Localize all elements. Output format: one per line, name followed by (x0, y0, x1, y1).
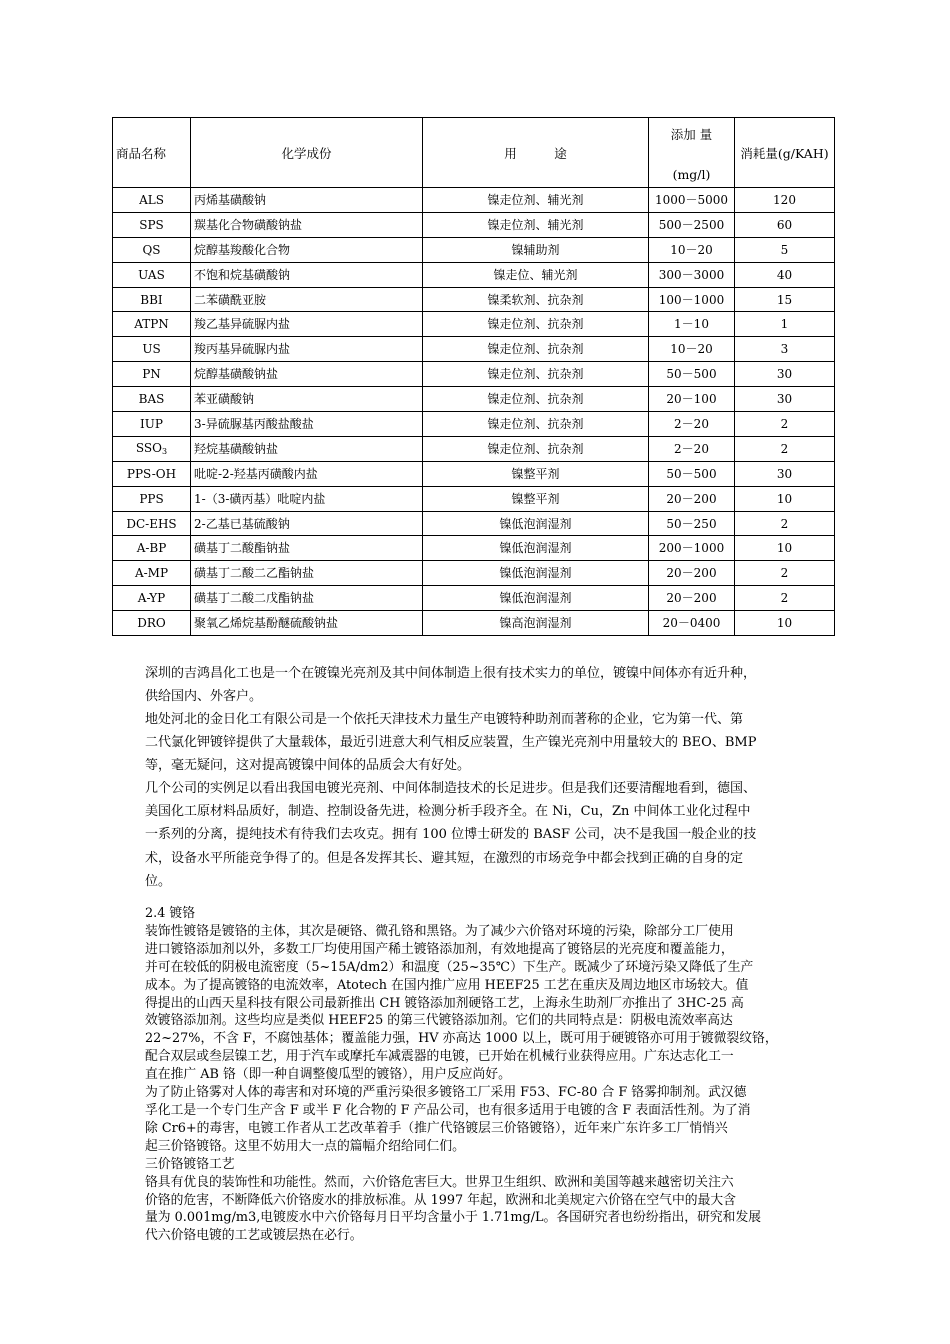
table-row (113, 536, 835, 561)
table-row (113, 461, 835, 486)
cell-amount: 300－3000 (649, 262, 735, 287)
table-row (113, 312, 835, 337)
cell-amount: 2－20 (649, 412, 735, 437)
text-line: 深圳的吉鸿昌化工也是一个在镀镍光亮剂及其中间体制造上很有技术实力的单位，镀镍中间体亦有近升种， (145, 666, 757, 681)
text-line: 并可在较低的阴极电流密度（5~15A/dm2）和温度（25~35℃）下生产。既减少了环境污染又降低了生产 (145, 959, 754, 975)
header-product-name: 商品名称 (113, 118, 191, 188)
table-row (113, 511, 835, 536)
cell-consumption: 120 (735, 188, 835, 213)
text-line: 术，设备水平所能竞争得了的。但是各发挥其长、避其短，在激烈的市场竞争中都会找到正确的自身的定 (145, 850, 744, 866)
cell-use: 镍柔软剂、抗杂剂 (423, 287, 649, 312)
cell-chemical: 吡啶-2-羟基丙磺酸内盐 (191, 461, 423, 486)
text-line: 得提出的山西天星科技有限公司最新推出 CH 镀铬添加剂硬铬工艺，上海永生助剂厂亦推出了 3HC-25 高 (145, 995, 744, 1011)
cell-consumption: 2 (735, 511, 835, 536)
table-row (113, 287, 835, 312)
cell-product-name: PPS-OH (113, 461, 191, 486)
cell-amount: 1－10 (649, 312, 735, 337)
text-line: 装饰性镀铬是镀铬的主体，其次是硬铬、微孔铬和黑铬。为了减少六价铬对环境的污染，除部分工厂使用 (145, 923, 734, 939)
cell-amount: 10－20 (649, 237, 735, 262)
text-line: 供给国内、外客户。 (145, 689, 263, 705)
cell-use: 镍低泡润湿剂 (423, 586, 649, 611)
table-header-row (113, 118, 835, 188)
section-chrome-plating (145, 905, 825, 1245)
cell-consumption: 15 (735, 287, 835, 312)
cell-amount: 50－500 (649, 461, 735, 486)
product-name-text: SSO (135, 440, 162, 455)
table-row (113, 362, 835, 387)
table-row (113, 586, 835, 611)
cell-chemical: 磺基丁二酸二乙酯钠盐 (191, 561, 423, 586)
cell-amount: 20－200 (649, 586, 735, 611)
header-use: 用 途 (423, 118, 649, 188)
header-amount (649, 118, 735, 188)
cell-chemical: 3-异硫脲基丙酸盐酸盐 (191, 412, 423, 437)
cell-consumption: 3 (735, 337, 835, 362)
cell-use: 镍走位、辅光剂 (423, 262, 649, 287)
cell-chemical: 烷醇基磺酸钠盐 (191, 362, 423, 387)
table-row (113, 188, 835, 213)
cell-consumption: 30 (735, 387, 835, 412)
cell-chemical: 烷醇基羧酸化合物 (191, 237, 423, 262)
cell-product-name (113, 436, 191, 461)
text-line: 三价铬镀铬工艺 (145, 1156, 235, 1172)
cell-chemical: 二苯磺酰亚胺 (191, 287, 423, 312)
cell-amount: 20－200 (649, 561, 735, 586)
cell-product-name: DRO (113, 611, 191, 636)
cell-consumption: 40 (735, 262, 835, 287)
cell-chemical: 羰基化合物磺酸钠盐 (191, 212, 423, 237)
cell-use: 镍辅助剂 (423, 237, 649, 262)
text-line: 铬具有优良的装饰性和功能性。然而，六价铬危害巨大。世界卫生组织、欧洲和美国等越来越密切关注六 (145, 1174, 734, 1190)
cell-product-name: QS (113, 237, 191, 262)
cell-amount: 100－1000 (649, 287, 735, 312)
text-line: 孚化工是一个专门生产含 F 或半 F 化合物的 F 产品公司，也有很多适用于电镀的含 F 表面活性剂。为了消 (145, 1102, 751, 1118)
text-line: 一系列的分离，提纯技术有待我们去攻克。拥有 100 位博士研发的 BASF 公司，决不是我国一般企业的技 (145, 827, 757, 843)
cell-consumption: 30 (735, 362, 835, 387)
text-line: 22~27%，不含 F，不腐蚀基体；覆盖能力强，HV 亦高达 1000 以上，既可用于硬镀铬亦可用于镀微裂纹铬， (145, 1031, 778, 1047)
text-line: 几个公司的实例足以看出我国电镀光亮剂、中间体制造技术的长足进步。但是我们还要清醒地看到，德国、 (145, 781, 757, 796)
cell-use: 镍整平剂 (423, 486, 649, 511)
cell-chemical: 1-（3-磺丙基）吡啶内盐 (191, 486, 423, 511)
table-row (113, 262, 835, 287)
cell-chemical: 聚氧乙烯烷基酚醚硫酸钠盐 (191, 611, 423, 636)
cell-consumption: 5 (735, 237, 835, 262)
text-line: 成本。为了提高镀铬的电流效率，Atotech 在国内推广应用 HEEF25 工艺在重庆及周边地区市场较大。值 (145, 977, 749, 993)
cell-consumption: 30 (735, 461, 835, 486)
cell-product-name: ALS (113, 188, 191, 213)
cell-chemical: 不饱和烷基磺酸钠 (191, 262, 423, 287)
cell-amount: 50－500 (649, 362, 735, 387)
cell-chemical: 磺基丁二酸二戊酯钠盐 (191, 586, 423, 611)
text-line: 为了防止铬雾对人体的毒害和对环境的严重污染很多镀铬工厂采用 F53、FC-80 合 F 铬雾抑制剂。武汉德 (145, 1085, 747, 1101)
paragraph-progress (145, 777, 825, 893)
cell-amount: 20－200 (649, 486, 735, 511)
cell-product-name: UAS (113, 262, 191, 287)
text-line: 位。 (145, 873, 172, 889)
cell-amount: 500－2500 (649, 212, 735, 237)
cell-consumption: 2 (735, 561, 835, 586)
cell-consumption: 2 (735, 436, 835, 461)
product-name-subscript: 3 (161, 446, 168, 456)
cell-consumption: 10 (735, 536, 835, 561)
cell-chemical: 羟烷基磺酸钠盐 (191, 436, 423, 461)
text-line: 直在推广 AB 铬（即一种自调整傻瓜型的镀铬），用户反应尚好。 (145, 1067, 511, 1083)
cell-product-name: A-MP (113, 561, 191, 586)
cell-use: 镍走位剂、抗杂剂 (423, 436, 649, 461)
cell-consumption: 60 (735, 212, 835, 237)
cell-use: 镍走位剂、抗杂剂 (423, 362, 649, 387)
cell-amount: 20－0400 (649, 611, 735, 636)
table-row (113, 412, 835, 437)
cell-product-name: BAS (113, 387, 191, 412)
table-row (113, 436, 835, 461)
cell-use: 镍走位剂、抗杂剂 (423, 412, 649, 437)
text-line: 量为 0.001mg/m3,电镀废水中六价铬每月日平均含量小于 1.71mg/L。各国研究者也纷纷指出，研究和发展 (145, 1210, 762, 1226)
cell-use: 镍走位剂、辅光剂 (423, 188, 649, 213)
cell-amount: 2－20 (649, 436, 735, 461)
text-line: 美国化工原材料品质好，制造、控制设备先进，检测分析手段齐全。在 Ni，Cu，Zn 中间体工业化过程中 (145, 804, 751, 820)
table-row (113, 337, 835, 362)
cell-use: 镍走位剂、抗杂剂 (423, 387, 649, 412)
cell-use: 镍高泡润湿剂 (423, 611, 649, 636)
header-amount-unit: (mg/l) (672, 167, 711, 182)
table-row (113, 387, 835, 412)
text-line: 地处河北的金日化工有限公司是一个依托天津技术力量生产电镀特种助剂而著称的企业，它为第一代、第 (145, 712, 744, 727)
cell-product-name: A-BP (113, 536, 191, 561)
table-row (113, 611, 835, 636)
cell-chemical: 丙烯基磺酸钠 (191, 188, 423, 213)
cell-product-name: DC-EHS (113, 511, 191, 536)
cell-use: 镍整平剂 (423, 461, 649, 486)
text-line: 等，毫无疑问，这对提高镀镍中间体的品质会大有好处。 (145, 758, 471, 774)
text-line: 配合双层或叁层镍工艺，用于汽车或摩托车减震器的电镀，已开始在机械行业获得应用。广东达志化工一 (145, 1049, 734, 1065)
table-row (113, 237, 835, 262)
text-line: 代六价铬电镀的工艺或镀层热在必行。 (145, 1228, 363, 1244)
cell-use: 镍走位剂、辅光剂 (423, 212, 649, 237)
paragraph-jinri (145, 708, 825, 778)
text-line: 进口镀铬添加剂以外，多数工厂均使用国产稀土镀铬添加剂，有效地提高了镀铬层的光亮度和覆盖能力， (145, 941, 734, 957)
cell-chemical: 磺基丁二酸酯钠盐 (191, 536, 423, 561)
text-line: 效镀铬添加剂。这些均应是类似 HEEF25 的第三代镀铬添加剂。它们的共同特点是：阴极电流效率高达 (145, 1013, 733, 1029)
cell-chemical: 羧丙基异硫脲内盐 (191, 337, 423, 362)
cell-use: 镍低泡润湿剂 (423, 536, 649, 561)
cell-chemical: 2-乙基已基硫酸钠 (191, 511, 423, 536)
table-row (113, 212, 835, 237)
header-consumption: 消耗量(g/KAH) (735, 118, 835, 188)
header-amount-label: 添加 量 (670, 127, 713, 142)
cell-use: 镍走位剂、抗杂剂 (423, 312, 649, 337)
cell-amount: 200－1000 (649, 536, 735, 561)
section-body (145, 923, 825, 1245)
cell-product-name: A-YP (113, 586, 191, 611)
cell-chemical: 羧乙基异硫脲内盐 (191, 312, 423, 337)
cell-amount: 20－100 (649, 387, 735, 412)
cell-product-name: ATPN (113, 312, 191, 337)
paragraph-jihongchang (145, 662, 825, 708)
cell-product-name: PPS (113, 486, 191, 511)
cell-amount: 1000－5000 (649, 188, 735, 213)
cell-product-name: BBI (113, 287, 191, 312)
table-row (113, 561, 835, 586)
text-line: 二代氯化钾镀锌提供了大量载体，最近引进意大利气相反应装置，生产镍光亮剂中用量较大的 BEO、BMP (145, 735, 757, 751)
cell-use: 镍低泡润湿剂 (423, 561, 649, 586)
cell-consumption: 1 (735, 312, 835, 337)
text-line: 价铬的危害，不断降低六价铬废水的排放标准。从 1997 年起，欧洲和北美规定六价铬在空气中的最大含 (145, 1192, 736, 1208)
additive-table (112, 117, 835, 636)
header-chemical: 化学成份 (191, 118, 423, 188)
cell-amount: 10－20 (649, 337, 735, 362)
cell-consumption: 10 (735, 611, 835, 636)
text-line: 起三价铬镀铬。这里不妨用大一点的篇幅介绍给同仁们。 (145, 1138, 465, 1154)
cell-consumption: 10 (735, 486, 835, 511)
cell-product-name: PN (113, 362, 191, 387)
section-heading: 2.4 镀铬 (145, 906, 196, 921)
cell-product-name: US (113, 337, 191, 362)
cell-product-name: SPS (113, 212, 191, 237)
table-row (113, 486, 835, 511)
cell-consumption: 2 (735, 412, 835, 437)
cell-use: 镍低泡润湿剂 (423, 511, 649, 536)
cell-amount: 50－250 (649, 511, 735, 536)
cell-chemical: 苯亚磺酸钠 (191, 387, 423, 412)
cell-product-name: IUP (113, 412, 191, 437)
cell-consumption: 2 (735, 586, 835, 611)
text-line: 除 Cr6+的毒害，电镀工作者从工艺改革着手（推广代铬镀层三价铬镀铬），近年来广东许多工厂悄悄兴 (145, 1120, 728, 1136)
cell-use: 镍走位剂、抗杂剂 (423, 337, 649, 362)
